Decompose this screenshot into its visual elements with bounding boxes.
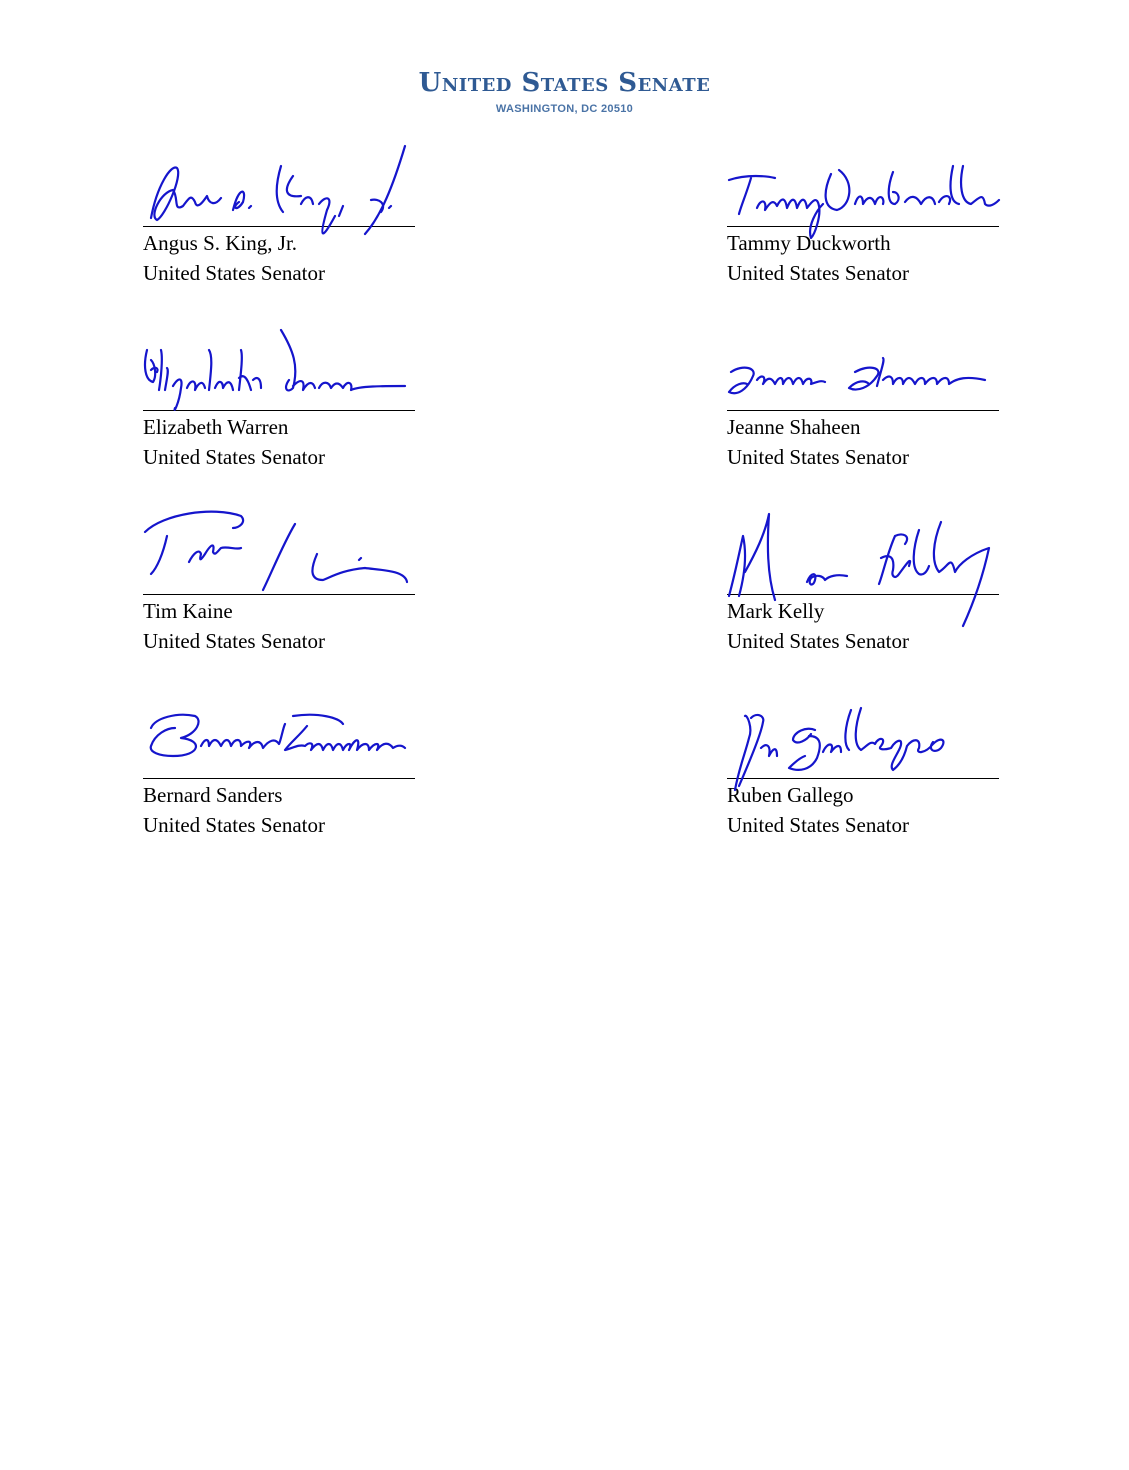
handwritten-signature [143, 698, 415, 798]
handwritten-signature [727, 330, 999, 430]
signature-line [143, 698, 415, 779]
handwritten-signature [727, 146, 999, 246]
signature-line [727, 514, 999, 595]
signatory-title: United States Senator [727, 261, 909, 285]
signature-line [727, 698, 999, 779]
signatory-title: United States Senator [143, 629, 325, 653]
signatory-name: Bernard Sanders [143, 783, 283, 807]
signatory-name: Ruben Gallego [727, 783, 854, 807]
signatory-title: United States Senator [727, 813, 909, 837]
signature-block [727, 330, 999, 472]
signatory-name: Angus S. King, Jr. [143, 231, 298, 255]
signature-line [727, 330, 999, 411]
handwritten-signature [727, 514, 999, 614]
letterhead [0, 66, 1129, 115]
signature-line [143, 146, 415, 227]
signatory-name: Tim Kaine [143, 599, 233, 623]
signature-block [727, 514, 999, 656]
signatory-name: Tammy Duckworth [727, 231, 891, 255]
signature-block [727, 698, 999, 840]
signature-line [727, 146, 999, 227]
signature-block [143, 698, 415, 840]
letterhead-title: United States Senate [418, 68, 711, 98]
handwritten-signature [143, 146, 415, 246]
signatory-title: United States Senator [727, 445, 909, 469]
signature-block [143, 330, 415, 472]
signatory-name: Elizabeth Warren [143, 415, 289, 439]
handwritten-signature [727, 698, 999, 798]
signature-line [143, 514, 415, 595]
signature-block [727, 146, 999, 288]
handwritten-signature [143, 514, 415, 614]
signature-block [143, 514, 415, 656]
signature-line [143, 330, 415, 411]
signatory-title: United States Senator [727, 629, 909, 653]
signatory-name: Jeanne Shaheen [727, 415, 861, 439]
signature-block [143, 146, 415, 288]
signatory-name: Mark Kelly [727, 599, 825, 623]
signatory-title: United States Senator [143, 813, 325, 837]
signatory-title: United States Senator [143, 445, 325, 469]
signatory-title: United States Senator [143, 261, 325, 285]
letterhead-address: WASHINGTON, DC 20510 [495, 103, 634, 115]
handwritten-signature [143, 330, 415, 430]
